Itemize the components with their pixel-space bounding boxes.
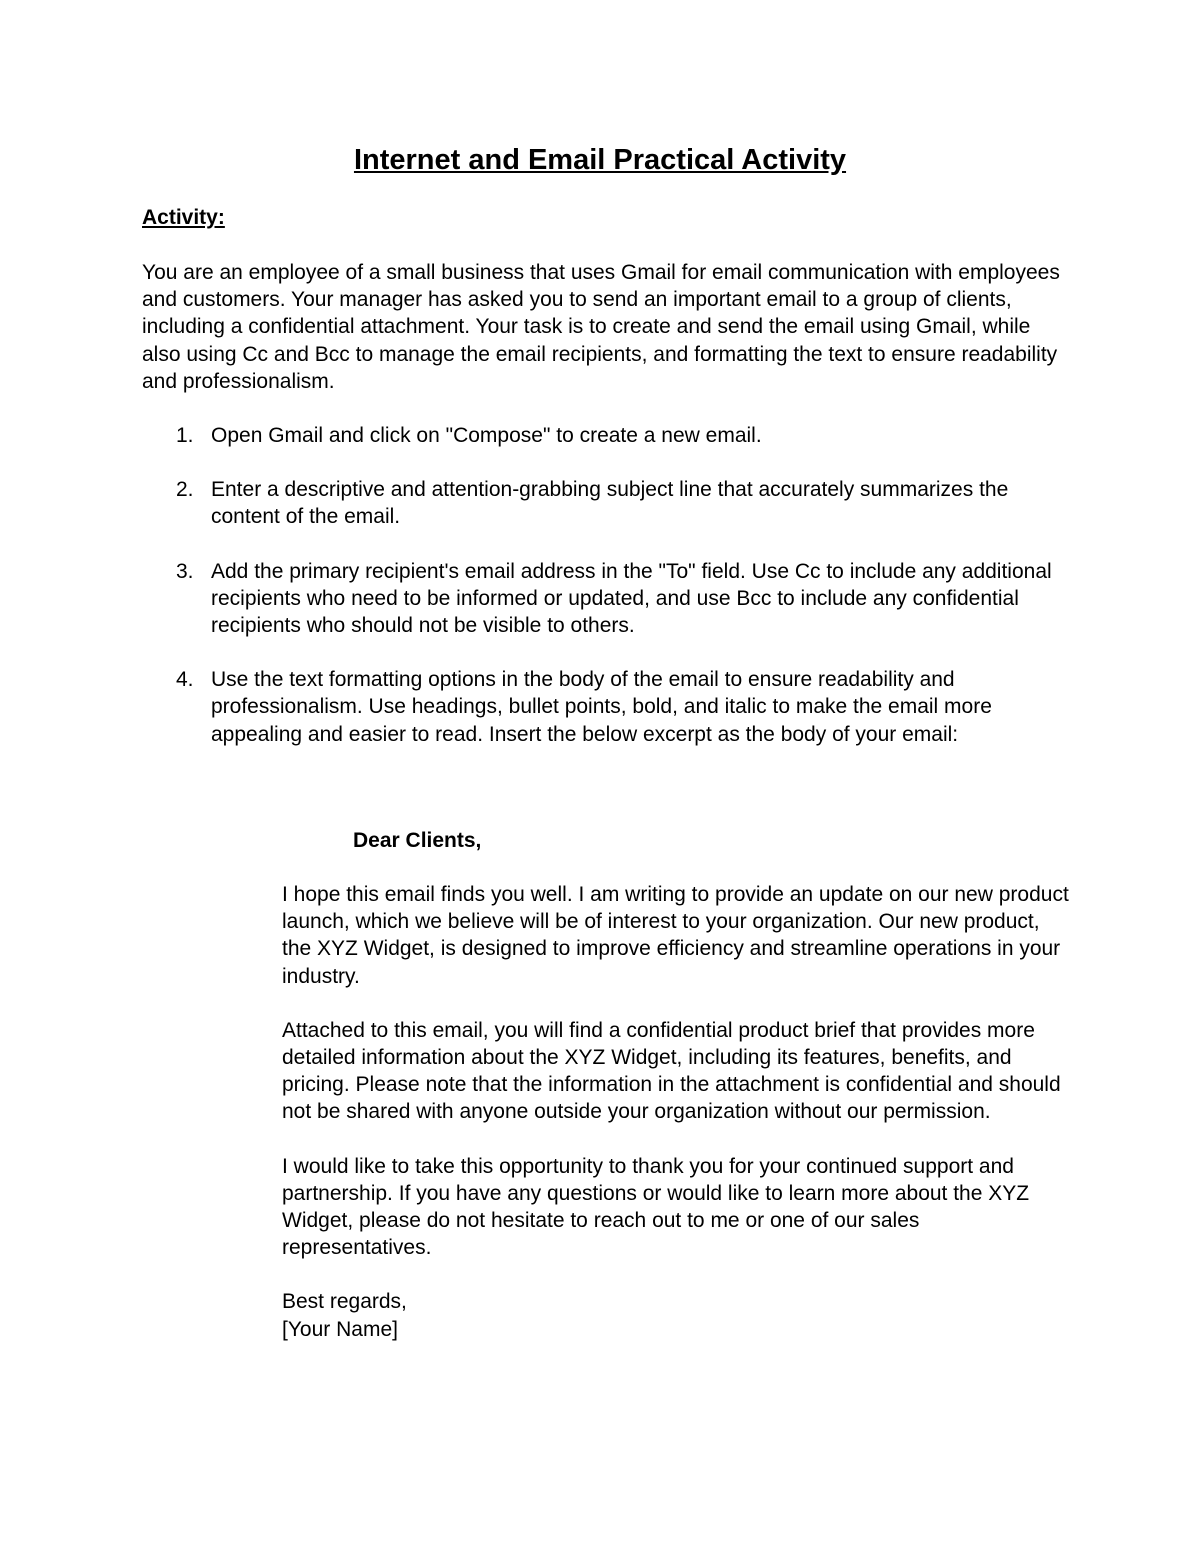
- step-text: Open Gmail and click on "Compose" to create a new email.: [211, 424, 762, 447]
- letter-signature: [Your Name]: [282, 1317, 398, 1341]
- document-title: Internet and Email Practical Activity: [353, 144, 847, 176]
- step-number: 2.: [176, 478, 194, 502]
- letter-body: [282, 881, 1072, 1370]
- step-number: 1.: [176, 424, 194, 447]
- step-item: [142, 422, 1072, 449]
- instruction-steps: [142, 422, 1072, 775]
- step-item: [142, 558, 1072, 640]
- letter-signoff: [282, 1288, 1072, 1342]
- step-text: Add the primary recipient's email address in the "To" field. Use Cc to include any additional recipients who need to be informed or updated, and use Bcc to include any confidential recipients who should not be visible to others.: [211, 559, 1052, 638]
- step-item: [142, 476, 1072, 530]
- letter-paragraph: Attached to this email, you will find a confidential product brief that provides more detailed information about the XYZ Widget, including its features, benefits, and pricing. Please note that the information in the attachment is confidential and should not be shared with anyone outside your organization without our permission.: [282, 1018, 1061, 1124]
- intro-paragraph: You are an employee of a small business that uses Gmail for email communication with employees and customers. Your manager has asked you to send an important email to a group of clients, including a confidential attachment. Your task is to create and send the email using Gmail, while also using Cc and Bcc to manage the email recipients, and formatting the text to ensure readability and professionalism.: [142, 261, 1060, 393]
- step-number: 3.: [176, 559, 194, 583]
- step-number: 4.: [176, 668, 194, 692]
- letter-greeting: Dear Clients,: [353, 829, 482, 852]
- activity-heading: Activity:: [142, 206, 225, 229]
- step-item: [142, 666, 1072, 748]
- letter-paragraph: I hope this email finds you well. I am writing to provide an update on our new product launch, which we believe will be of interest to your organization. Our new product, the XYZ Widget, is designed to improve efficiency and streamline operations in your industry.: [282, 883, 1069, 988]
- letter-closing: Best regards,: [282, 1290, 407, 1314]
- step-text: Enter a descriptive and attention-grabbing subject line that accurately summarizes the content of the email.: [211, 478, 1009, 529]
- step-text: Use the text formatting options in the body of the email to ensure readability and professionalism. Use headings, bullet points, bold, and italic to make the email more appealing and easier to read. Insert the below excerpt as the body of your email:: [211, 668, 992, 746]
- letter-paragraph: I would like to take this opportunity to thank you for your continued support and partnership. If you have any questions or would like to learn more about the XYZ Widget, please do not hesitate to reach out to me or one of our sales representatives.: [282, 1154, 1030, 1260]
